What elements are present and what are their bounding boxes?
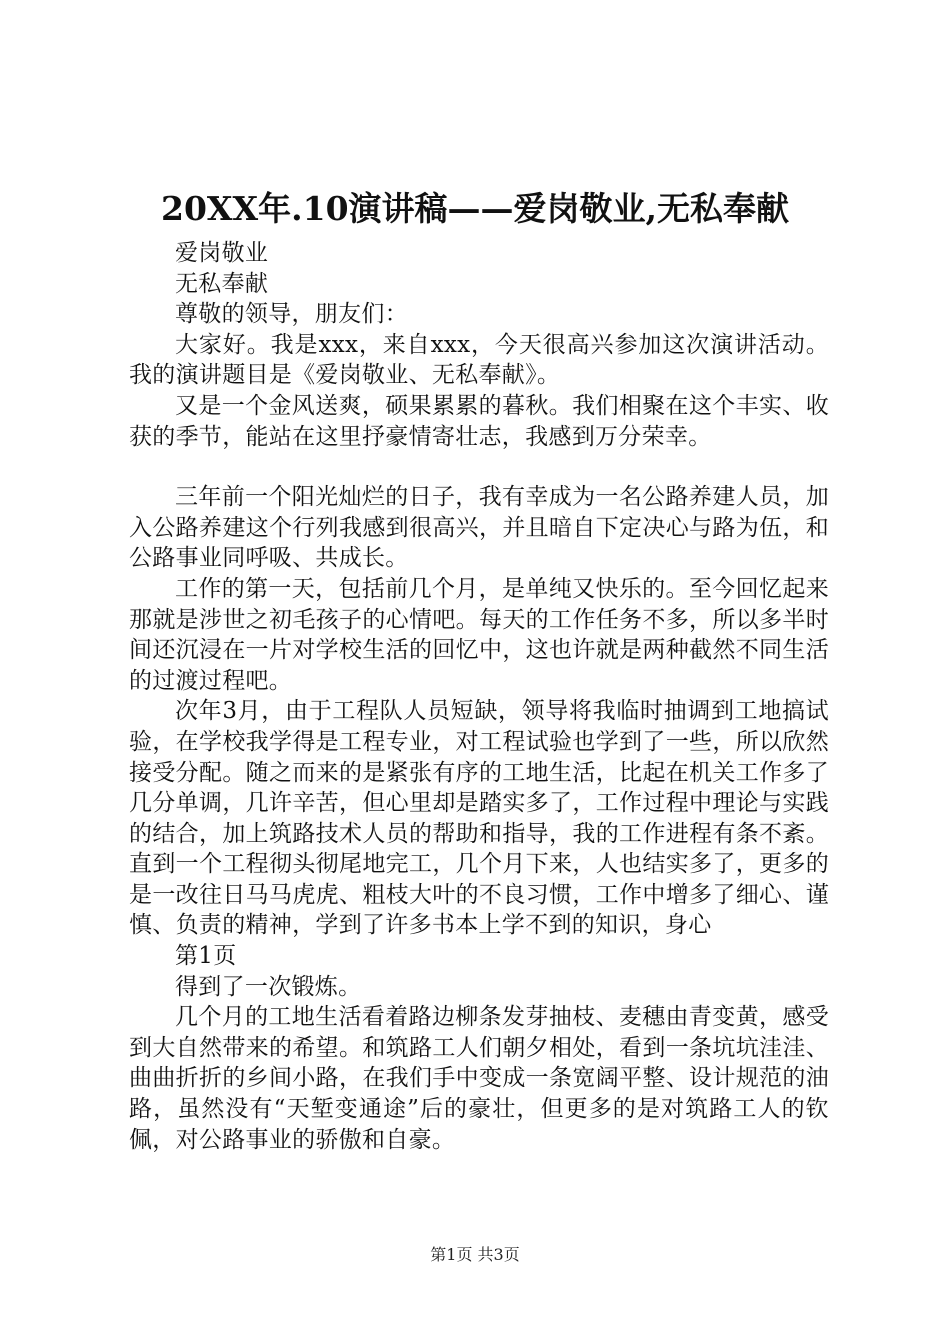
paragraph-first-day: 工作的第一天，包括前几个月，是单纯又快乐的。至今回忆起来那就是涉世之初毛孩子的心情吧。每天的工作任务不多，所以多半时间还沉浸在一片对学校生活的回忆中，这也许就是两种截然不同生活的过渡过程吧。: [129, 575, 829, 694]
paragraph-worksite-life: 几个月的工地生活看着路边柳条发芽抽枝、麦穗由青变黄，感受到大自然带来的希望。和筑路工人们朝夕相处，看到一条坑坑洼洼、曲曲折折的乡间小路，在我们手中变成一条宽阔平整、设计规范的油路，虽然没有“天堑变通途”后的豪壮，但更多的是对筑路工人的钦佩，对公路事业的骄傲和自豪。: [129, 1004, 829, 1153]
paragraph-heading-1: 爱岗敬业: [175, 240, 269, 266]
paragraph-greeting: 大家好。我是xxx，来自xxx，今天很高兴参加这次演讲活动。我的演讲题目是《爱岗敬业、无私奉献》。: [129, 331, 829, 389]
document-title: 20XX年.10演讲稿——爱岗敬业,无私奉献: [160, 189, 790, 228]
paragraph-salutation: 尊敬的领导，朋友们：: [175, 301, 408, 328]
paragraph-autumn: 又是一个金风送爽，硕果累累的暮秋。我们相聚在这个丰实、收获的季节，能站在这里抒豪情寄壮志，我感到万分荣幸。: [129, 392, 829, 450]
paragraph-three-years-ago: 三年前一个阳光灿烂的日子，我有幸成为一名公路养建人员，加入公路养建这个行列我感到很高兴，并且暗自下定决心与路为伍，和公路事业同呼吸、共成长。: [129, 484, 829, 572]
paragraph-tempered: 得到了一次锻炼。: [175, 973, 362, 1000]
page-footer: 第1页 共3页: [430, 1245, 520, 1264]
document-body: [129, 238, 829, 1155]
paragraph-next-year: 次年3月，由于工程队人员短缺，领导将我临时抽调到工地搞试验，在学校我学得是工程专业，对工程试验也学到了一些，所以欣然接受分配。随之而来的是紧张有序的工地生活，比起在机关工作多了几分单调，几许辛苦，但心里却是踏实多了，工作过程中理论与实践的结合，加上筑路技术人员的帮助和指导，我的工作进程有条不紊。直到一个工程彻头彻尾地完工，几个月下来，人也结实多了，更多的是一改往日马马虎虎、粗枝大叶的不良习惯，工作中增多了细心、谨慎、负责的精神，学到了许多书本上学不到的知识，身心: [129, 698, 829, 939]
paragraph-heading-2: 无私奉献: [175, 270, 269, 297]
paragraph-page-marker: 第1页: [175, 943, 237, 970]
